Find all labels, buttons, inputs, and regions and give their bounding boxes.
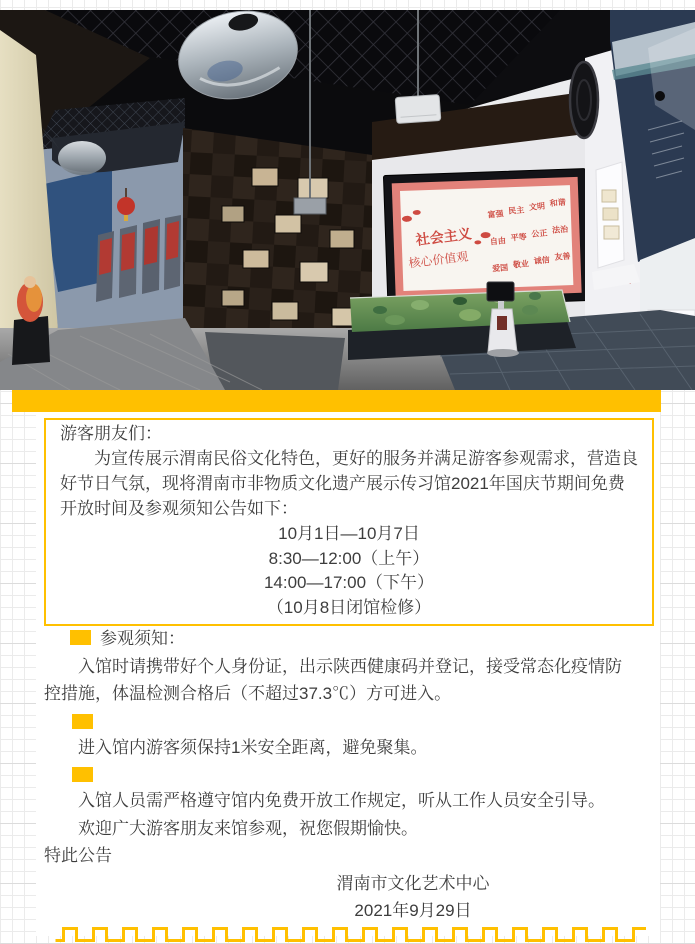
niche-frames <box>602 190 619 239</box>
schedule-morning: 8:30—12:00（上午） <box>268 548 430 568</box>
value-8: 爱国 <box>491 263 509 274</box>
value-7: 法治 <box>551 224 569 236</box>
round-medallion <box>570 62 598 138</box>
value-0: 富强 <box>487 209 504 220</box>
exhibition-photo <box>0 10 695 390</box>
schedule-dates: 10月1日—10月7日 <box>278 523 420 543</box>
intro-line-2: 好节日气氛，现将渭南市非物质文化遗产展示传习馆2021年国庆节期间免费 <box>60 473 625 493</box>
spotlight <box>655 91 665 101</box>
guideline-3: 入馆人员需严格遵守馆内免费开放工作规定，听从工作人员安全引导。 <box>78 791 605 810</box>
schedule-closure: （10月8日闭馆检修） <box>266 598 432 618</box>
projector <box>395 94 441 123</box>
guidelines-heading-row <box>44 625 654 653</box>
value-9: 敬业 <box>512 259 530 270</box>
diorama-table <box>348 290 576 360</box>
value-5: 平等 <box>510 232 527 243</box>
small-dome-lamp <box>58 141 106 175</box>
guidelines-section <box>44 625 654 925</box>
yellow-divider-bar <box>12 390 661 412</box>
screen-title-1: 社会主义 <box>414 225 473 248</box>
signature: 渭南市文化艺术中心 <box>336 873 490 893</box>
notice-box <box>44 418 654 626</box>
salutation: 游客朋友们： <box>60 424 162 443</box>
value-1: 民主 <box>507 205 525 216</box>
guidelines-heading: 参观须知： <box>100 629 185 648</box>
value-11: 友善 <box>554 251 571 262</box>
value-10: 诚信 <box>533 255 551 266</box>
value-3: 和谐 <box>549 197 567 209</box>
zigzag-divider <box>54 925 646 943</box>
welcome-line: 欢迎广大游客朋友来馆参观，祝您假期愉快。 <box>78 818 418 838</box>
guideline-1-line-1: 入馆时请携带好个人身份证，出示陕西健康码并登记，接受常态化疫情防 <box>78 656 622 676</box>
value-4: 自由 <box>489 236 507 247</box>
closing-statement: 特此公告 <box>44 846 112 865</box>
date: 2021年9月29日 <box>354 901 472 920</box>
value-6: 公正 <box>530 228 548 239</box>
zigzag-path <box>56 929 647 941</box>
threshold-floor <box>205 332 345 390</box>
hanging-lamp <box>294 198 326 214</box>
value-2: 文明 <box>528 201 546 212</box>
exhibition-photo-art <box>0 10 695 390</box>
screen-title-2: 核心价值观 <box>407 249 470 271</box>
intro-line-3: 开放时间及参观须知公告如下： <box>60 498 298 518</box>
yellow-bullet-icon <box>72 714 93 729</box>
guideline-1-line-2: 控措施，体温检测合格后（不超过37.3℃）方可进入。 <box>44 684 452 703</box>
yellow-bullet-icon <box>72 767 93 782</box>
guideline-2: 进入馆内游客须保持1米安全距离，避免聚集。 <box>78 737 428 757</box>
schedule-afternoon: 14:00—17:00（下午） <box>263 573 435 593</box>
yellow-bullet-icon <box>70 630 91 645</box>
intro-line-1: 为宣传展示渭南民俗文化特色，更好的服务并满足游客参观需求，营造良 <box>94 448 638 468</box>
